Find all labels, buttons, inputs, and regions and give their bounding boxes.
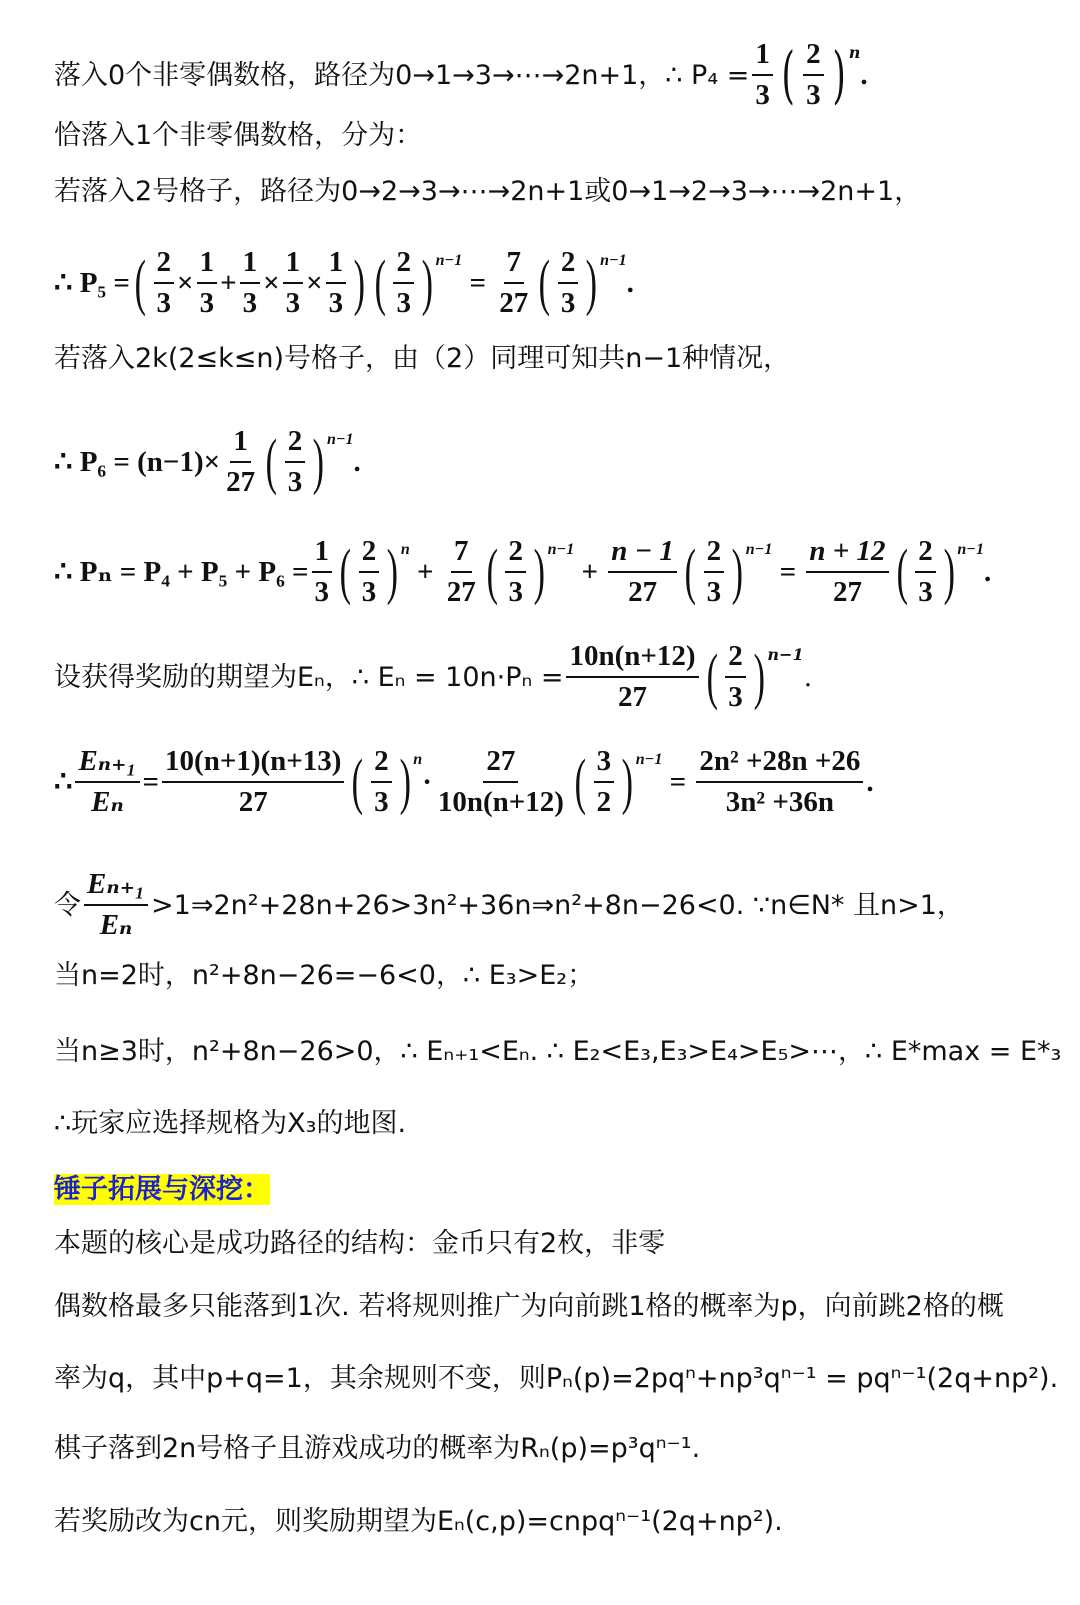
fraction: $\frac{1}{3}$ (752, 38, 773, 113)
line-p4: 落入0个非零偶数格，路径为0→1→3→⋯→2n+1，∴ P₄ = $\frac{1}{3}$ ( $\frac{2}{3}$ ) n . (54, 38, 868, 112)
extension-p4: 棋子落到2n号格子且游戏成功的概率为Rₙ(p)=p³qⁿ⁻¹. (54, 1433, 701, 1464)
line-path: 若落入2号格子，路径为0→2→3→⋯→2n+1或0→1→2→3→⋯→2n+1， (54, 176, 922, 207)
extension-heading: 锤子拓展与深挖： (54, 1174, 270, 1205)
line-n3: 当n≥3时，n²+8n−26>0，∴ Eₙ₊₁<Eₙ. ∴ E₂<E₃,E₃>E₄>E₅>⋯，∴ E*max = E*₃ (54, 1036, 1062, 1067)
line-inequality: 令 $\frac{\text{Eₙ₊₁}}{\text{Eₙ}}$ >1⇒2n²+28n+26>3n²+36n⇒n²+8n−26<0. ∵n∈N* 且n>1， (54, 868, 964, 942)
line-pn: ∴ Pₙ = P₄ + P₅ + P₆ = $\frac{1}{3}$ ( $\frac{2}{3}$ ) n + $\frac{7}{27}$ ( $\frac{2}{3}$ ) n−1 + $\frac{n - 1}{27}$ ( $\frac{2}{3}$ ) n−1 = $\frac{n + 12}{27}$ ( $\frac{2}{3}$ ) n−1 . (54, 535, 992, 609)
extension-p1: 本题的核心是成功路径的结构：金币只有2枚，非零 (54, 1228, 666, 1259)
line-case-2k: 若落入2k(2≤k≤n)号格子，由（2）同理可知共n−1种情况， (54, 343, 791, 374)
extension-p2: 偶数格最多只能落到1次. 若将规则推广为向前跳1格的概率为p，向前跳2格的概 (54, 1291, 1004, 1322)
line-p6: ∴ P₆ = (n−1)× $\frac{1}{27}$ ( $\frac{2}{3}$ ) n−1 . (54, 425, 361, 499)
line-p5: ∴ P₅ = ( $\frac{2}{3}$ × $\frac{1}{3}$ + $\frac{1}{3}$ × $\frac{1}{3}$ × $\frac{1}{3}$ ) ( $\frac{2}{3}$ ) n−1 = $\frac{7}{27}$ ( $\frac{2}{3}$ ) n−1 . (54, 246, 634, 320)
line-ratio: ∴ $\frac{\text{Eₙ₊₁}}{\text{Eₙ}}$ = $\frac{10(n+1)(n+13)}{27}$ ( $\frac{2}{3}$ ) n · $\frac{27}{10n(n+12)}$ ( $\frac{3}{2}$ ) n−1 = $\frac{\text{2n² +28n +26}}{\text{3n² +36n}}$ . (54, 745, 874, 819)
line-p4-text: 落入0个非零偶数格，路径为0→1→3→⋯→2n+1，∴ P₄ = (54, 59, 750, 91)
line-conclusion: ∴玩家应选择规格为X₃的地图. (54, 1108, 407, 1139)
line-case-one: 恰落入1个非零偶数格，分为： (54, 120, 423, 151)
line-n2: 当n=2时，n²+8n−26=−6<0，∴ E₃>E₂； (54, 960, 595, 991)
line-en: 设获得奖励的期望为Eₙ，∴ Eₙ = 10n·Pₙ = $\frac{10n(n+12)}{27}$ ( $\frac{2}{3}$ ) n−1 . (54, 640, 813, 714)
extension-p3: 率为q，其中p+q=1，其余规则不变，则Pₙ(p)=2pqⁿ+np³qⁿ⁻¹ = pqⁿ⁻¹(2q+np²). (54, 1363, 1059, 1394)
extension-p5: 若奖励改为cn元，则奖励期望为Eₙ(c,p)=cnpqⁿ⁻¹(2q+np²). (54, 1506, 783, 1537)
